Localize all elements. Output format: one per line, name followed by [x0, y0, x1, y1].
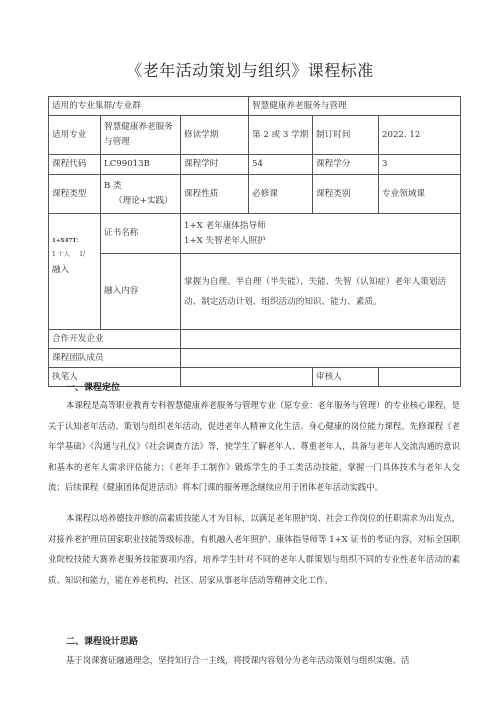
side-note-1: 1+X47T： [52, 238, 82, 244]
document-title: 《老年活动策划与组织》课程标准 [126, 61, 374, 80]
major-group-value: 智慧健康养老服务与管理 [249, 97, 461, 116]
content-value: 掌握为自理、半自理（半失能）、失能、失智（认知症）老年人策划活动、制定活动计划、组织活动的知识、能力、素质。 [181, 254, 461, 330]
reviewer-value [379, 368, 461, 387]
type-value [101, 175, 181, 214]
type-value-line2: （理论+实践） [114, 196, 173, 206]
paragraph-positioning-1: 本课程是高等职业教育专科智慧健康养老服务与管理专业（原专业：老年服务与管理）的专业核心课程，是关于认知老年活动、策划与组织老年活动，促进老年人精神文化生活、身心健康的岗位能力课程。先修课程《老年学基础》《沟通与礼仪》《社会调查方法》等，使学生了解老年人、尊重老年人，具备与老年人交流沟通的意识和基本的老年人需求评估能力；《老年手工制作》锻炼学生的手工类活动技能，掌握一门具体技术与老年人交流；后续课程《健康团体促进活动》将本门课的服务理念继续应用于团体老年活动实践中。 [48, 400, 460, 492]
row-cert [49, 214, 461, 254]
made-time-value: 2022. 12 [379, 116, 461, 155]
partner-value [181, 330, 461, 349]
credit-value: 3 [379, 155, 461, 175]
code-label: 课程代码 [49, 155, 101, 175]
section-heading-design: 二、课程设计思路 [66, 637, 139, 647]
nature-value: 必修课 [249, 175, 313, 214]
paragraph-design-1: 基于岗课赛证融通理念，坚持知行合一主线，将授课内容划分为老年活动策划与组织实施、活 [66, 655, 410, 665]
major-value: 智慧健康养老服务与管理 [101, 116, 181, 155]
writer-label: 执笔人 [49, 368, 181, 387]
credit-label: 课程学分 [313, 155, 379, 175]
reviewer-label: 审核人 [313, 368, 379, 387]
category-label: 课程类别 [313, 175, 379, 214]
category-value: 专业领域课 [379, 175, 461, 214]
cert-value-2: 1+X 失智老年人照护 [184, 235, 266, 246]
semester-label: 修读学期 [181, 116, 249, 155]
made-time-label: 制订时间 [313, 116, 379, 155]
cert-value [181, 214, 461, 254]
integration-side-cell [49, 214, 101, 330]
row-major [49, 116, 461, 155]
type-label: 课程类型 [49, 175, 101, 214]
row-type [49, 175, 461, 214]
hours-value: 54 [249, 155, 313, 175]
cert-value-1: 1+X 老年康体指导师 [184, 220, 266, 231]
row-major-group [49, 97, 461, 116]
major-group-label: 适用的专业集群/专业群 [49, 97, 249, 116]
nature-label: 课程性质 [181, 175, 249, 214]
major-label: 适用专业 [49, 116, 101, 155]
writer-value [181, 368, 313, 387]
content-label: 融入内容 [101, 254, 181, 330]
side-note-2: 1 十人 [52, 251, 70, 258]
paragraph-positioning-2: 本课程以培养德技并修的高素质技能人才为目标，以满足老年照护岗、社会工作岗位的任职需求为出发点，对接养老护理员国家职业技能等级标准，有机融入老年照护、康体指导师等 1+X 证书的考证内容，对标全国职业院校技能大赛养老服务技能赛项内容，培养学生针对不同的老年人群策划与组织不同的专业性老年活动的素质、知识和能力，能在养老机构、社区、居家从事老年活动等精神文化工作。 [48, 513, 460, 585]
code-value: LC99013B [101, 155, 181, 175]
semester-value: 第 2 或 3 学期 [249, 116, 313, 155]
row-content [49, 254, 461, 330]
type-value-line1: B 类 [104, 181, 122, 191]
row-partner [49, 330, 461, 349]
side-note-4: 融入 [52, 265, 70, 275]
partner-label: 合作开发企业 [49, 330, 181, 349]
course-info-table [48, 96, 461, 387]
section-heading-positioning: 一、课程定位 [66, 383, 121, 393]
team-value [181, 349, 461, 368]
row-code [49, 155, 461, 175]
cert-label: 证书名称 [101, 214, 181, 254]
side-note-3: 1/ [79, 251, 86, 258]
hours-label: 课程学时 [181, 155, 249, 175]
team-label: 课程团队成员 [49, 349, 181, 368]
row-team [49, 349, 461, 368]
